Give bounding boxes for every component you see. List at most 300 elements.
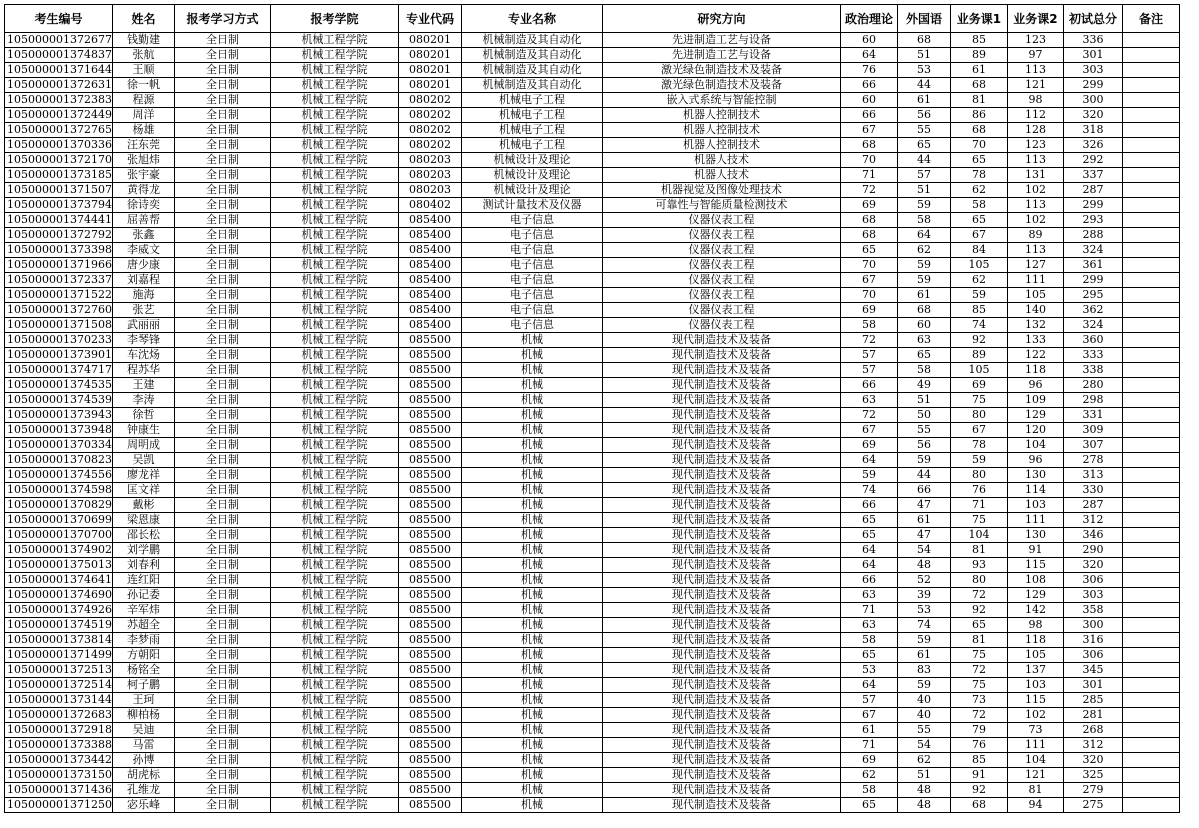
cell-subject-2: 140 bbox=[1007, 303, 1063, 318]
cell-candidate-id: 105000001374441 bbox=[5, 213, 113, 228]
cell-major-name: 机械 bbox=[461, 393, 602, 408]
table-row bbox=[5, 33, 1180, 48]
cell-subject-2: 131 bbox=[1007, 168, 1063, 183]
cell-candidate-id: 105000001372792 bbox=[5, 228, 113, 243]
header-row bbox=[5, 5, 1180, 33]
cell-college: 机械工程学院 bbox=[270, 693, 398, 708]
table-row bbox=[5, 348, 1180, 363]
cell-candidate-id: 105000001372383 bbox=[5, 93, 113, 108]
table-row bbox=[5, 363, 1180, 378]
cell-college: 机械工程学院 bbox=[270, 258, 398, 273]
cell-major-name: 机械 bbox=[461, 603, 602, 618]
cell-total-score: 345 bbox=[1063, 663, 1122, 678]
cell-research-direction: 机器视觉及图像处理技术 bbox=[602, 183, 840, 198]
cell-foreign-language: 62 bbox=[897, 243, 950, 258]
cell-candidate-id: 105000001372631 bbox=[5, 78, 113, 93]
cell-study-mode: 全日制 bbox=[174, 48, 270, 63]
cell-subject-1: 59 bbox=[950, 288, 1007, 303]
cell-subject-2: 109 bbox=[1007, 393, 1063, 408]
cell-study-mode: 全日制 bbox=[174, 33, 270, 48]
cell-politics: 66 bbox=[840, 108, 897, 123]
cell-subject-2: 108 bbox=[1007, 573, 1063, 588]
cell-politics: 64 bbox=[840, 453, 897, 468]
cell-foreign-language: 59 bbox=[897, 633, 950, 648]
cell-study-mode: 全日制 bbox=[174, 468, 270, 483]
cell-politics: 67 bbox=[840, 273, 897, 288]
cell-candidate-id: 105000001373185 bbox=[5, 168, 113, 183]
cell-candidate-id: 105000001372513 bbox=[5, 663, 113, 678]
table-row bbox=[5, 393, 1180, 408]
cell-college: 机械工程学院 bbox=[270, 363, 398, 378]
table-row bbox=[5, 258, 1180, 273]
cell-remarks bbox=[1122, 528, 1179, 543]
cell-politics: 62 bbox=[840, 768, 897, 783]
cell-study-mode: 全日制 bbox=[174, 138, 270, 153]
cell-major-code: 080402 bbox=[398, 198, 461, 213]
cell-subject-2: 120 bbox=[1007, 423, 1063, 438]
cell-study-mode: 全日制 bbox=[174, 558, 270, 573]
cell-politics: 57 bbox=[840, 363, 897, 378]
cell-subject-2: 129 bbox=[1007, 408, 1063, 423]
cell-major-name: 机械电子工程 bbox=[461, 123, 602, 138]
cell-subject-2: 73 bbox=[1007, 723, 1063, 738]
cell-subject-1: 92 bbox=[950, 333, 1007, 348]
cell-subject-2: 127 bbox=[1007, 258, 1063, 273]
cell-major-name: 电子信息 bbox=[461, 228, 602, 243]
cell-name: 汪东莞 bbox=[112, 138, 174, 153]
cell-name: 张鑫 bbox=[112, 228, 174, 243]
cell-college: 机械工程学院 bbox=[270, 468, 398, 483]
cell-research-direction: 现代制造技术及装备 bbox=[602, 333, 840, 348]
cell-name: 连红阳 bbox=[112, 573, 174, 588]
cell-college: 机械工程学院 bbox=[270, 393, 398, 408]
cell-remarks bbox=[1122, 408, 1179, 423]
cell-subject-1: 72 bbox=[950, 663, 1007, 678]
cell-foreign-language: 40 bbox=[897, 693, 950, 708]
cell-study-mode: 全日制 bbox=[174, 783, 270, 798]
table-row bbox=[5, 678, 1180, 693]
cell-subject-1: 80 bbox=[950, 573, 1007, 588]
table-row bbox=[5, 303, 1180, 318]
cell-major-code: 080202 bbox=[398, 108, 461, 123]
cell-college: 机械工程学院 bbox=[270, 483, 398, 498]
cell-college: 机械工程学院 bbox=[270, 213, 398, 228]
col-header-subject-1: 业务课1 bbox=[950, 5, 1007, 33]
cell-foreign-language: 44 bbox=[897, 153, 950, 168]
cell-research-direction: 嵌入式系统与智能控制 bbox=[602, 93, 840, 108]
cell-name: 程苏华 bbox=[112, 363, 174, 378]
cell-research-direction: 现代制造技术及装备 bbox=[602, 408, 840, 423]
cell-research-direction: 仪器仪表工程 bbox=[602, 288, 840, 303]
table-row bbox=[5, 288, 1180, 303]
table-body bbox=[5, 33, 1180, 813]
cell-candidate-id: 105000001372918 bbox=[5, 723, 113, 738]
table-row bbox=[5, 783, 1180, 798]
cell-subject-2: 142 bbox=[1007, 603, 1063, 618]
cell-subject-1: 65 bbox=[950, 213, 1007, 228]
cell-subject-1: 105 bbox=[950, 363, 1007, 378]
cell-politics: 66 bbox=[840, 573, 897, 588]
cell-remarks bbox=[1122, 78, 1179, 93]
cell-foreign-language: 65 bbox=[897, 138, 950, 153]
cell-study-mode: 全日制 bbox=[174, 288, 270, 303]
cell-foreign-language: 61 bbox=[897, 513, 950, 528]
cell-major-name: 机械 bbox=[461, 513, 602, 528]
cell-major-name: 机械 bbox=[461, 363, 602, 378]
cell-subject-1: 65 bbox=[950, 618, 1007, 633]
cell-remarks bbox=[1122, 318, 1179, 333]
cell-politics: 68 bbox=[840, 138, 897, 153]
cell-remarks bbox=[1122, 648, 1179, 663]
cell-major-name: 机械 bbox=[461, 783, 602, 798]
cell-total-score: 337 bbox=[1063, 168, 1122, 183]
cell-candidate-id: 105000001372170 bbox=[5, 153, 113, 168]
cell-major-name: 机械 bbox=[461, 708, 602, 723]
cell-subject-2: 111 bbox=[1007, 273, 1063, 288]
cell-major-code: 085500 bbox=[398, 378, 461, 393]
cell-candidate-id: 105000001373144 bbox=[5, 693, 113, 708]
cell-total-score: 293 bbox=[1063, 213, 1122, 228]
cell-name: 王顺 bbox=[112, 63, 174, 78]
cell-name: 李涛 bbox=[112, 393, 174, 408]
cell-college: 机械工程学院 bbox=[270, 183, 398, 198]
table-row bbox=[5, 558, 1180, 573]
cell-major-name: 机械 bbox=[461, 678, 602, 693]
cell-total-score: 306 bbox=[1063, 573, 1122, 588]
cell-foreign-language: 44 bbox=[897, 468, 950, 483]
cell-major-code: 080203 bbox=[398, 183, 461, 198]
cell-total-score: 333 bbox=[1063, 348, 1122, 363]
cell-subject-1: 68 bbox=[950, 798, 1007, 813]
cell-research-direction: 现代制造技术及装备 bbox=[602, 723, 840, 738]
cell-subject-2: 121 bbox=[1007, 78, 1063, 93]
cell-name: 周明成 bbox=[112, 438, 174, 453]
cell-total-score: 301 bbox=[1063, 48, 1122, 63]
cell-remarks bbox=[1122, 783, 1179, 798]
cell-major-name: 机械 bbox=[461, 633, 602, 648]
cell-foreign-language: 68 bbox=[897, 33, 950, 48]
cell-subject-2: 122 bbox=[1007, 348, 1063, 363]
cell-subject-1: 91 bbox=[950, 768, 1007, 783]
cell-college: 机械工程学院 bbox=[270, 138, 398, 153]
cell-total-score: 275 bbox=[1063, 798, 1122, 813]
cell-name: 胡虎标 bbox=[112, 768, 174, 783]
cell-total-score: 281 bbox=[1063, 708, 1122, 723]
cell-major-name: 机械设计及理论 bbox=[461, 183, 602, 198]
cell-study-mode: 全日制 bbox=[174, 378, 270, 393]
cell-total-score: 290 bbox=[1063, 543, 1122, 558]
cell-name: 吴凯 bbox=[112, 453, 174, 468]
cell-subject-1: 62 bbox=[950, 183, 1007, 198]
cell-total-score: 300 bbox=[1063, 93, 1122, 108]
cell-name: 梁恩康 bbox=[112, 513, 174, 528]
cell-subject-1: 76 bbox=[950, 738, 1007, 753]
cell-total-score: 300 bbox=[1063, 618, 1122, 633]
table-row bbox=[5, 408, 1180, 423]
cell-total-score: 307 bbox=[1063, 438, 1122, 453]
cell-research-direction: 现代制造技术及装备 bbox=[602, 573, 840, 588]
cell-politics: 74 bbox=[840, 483, 897, 498]
cell-subject-1: 81 bbox=[950, 93, 1007, 108]
cell-study-mode: 全日制 bbox=[174, 633, 270, 648]
cell-major-name: 机械 bbox=[461, 423, 602, 438]
cell-politics: 61 bbox=[840, 723, 897, 738]
cell-total-score: 338 bbox=[1063, 363, 1122, 378]
cell-subject-1: 89 bbox=[950, 48, 1007, 63]
cell-candidate-id: 105000001374717 bbox=[5, 363, 113, 378]
cell-remarks bbox=[1122, 378, 1179, 393]
cell-total-score: 320 bbox=[1063, 753, 1122, 768]
cell-college: 机械工程学院 bbox=[270, 453, 398, 468]
cell-remarks bbox=[1122, 123, 1179, 138]
cell-research-direction: 现代制造技术及装备 bbox=[602, 468, 840, 483]
cell-college: 机械工程学院 bbox=[270, 273, 398, 288]
cell-subject-1: 58 bbox=[950, 198, 1007, 213]
cell-research-direction: 现代制造技术及装备 bbox=[602, 498, 840, 513]
cell-college: 机械工程学院 bbox=[270, 648, 398, 663]
cell-foreign-language: 63 bbox=[897, 333, 950, 348]
cell-major-code: 085500 bbox=[398, 468, 461, 483]
cell-total-score: 298 bbox=[1063, 393, 1122, 408]
cell-subject-1: 70 bbox=[950, 138, 1007, 153]
cell-foreign-language: 53 bbox=[897, 603, 950, 618]
cell-research-direction: 现代制造技术及装备 bbox=[602, 393, 840, 408]
col-header-college: 报考学院 bbox=[270, 5, 398, 33]
cell-candidate-id: 105000001373398 bbox=[5, 243, 113, 258]
cell-research-direction: 先进制造工艺与设备 bbox=[602, 48, 840, 63]
cell-study-mode: 全日制 bbox=[174, 243, 270, 258]
cell-politics: 65 bbox=[840, 798, 897, 813]
cell-remarks bbox=[1122, 513, 1179, 528]
cell-name: 施海 bbox=[112, 288, 174, 303]
cell-college: 机械工程学院 bbox=[270, 318, 398, 333]
cell-major-name: 机械 bbox=[461, 483, 602, 498]
cell-foreign-language: 40 bbox=[897, 708, 950, 723]
cell-subject-2: 102 bbox=[1007, 183, 1063, 198]
cell-research-direction: 仪器仪表工程 bbox=[602, 303, 840, 318]
cell-subject-1: 85 bbox=[950, 33, 1007, 48]
cell-college: 机械工程学院 bbox=[270, 603, 398, 618]
cell-politics: 69 bbox=[840, 303, 897, 318]
cell-major-code: 085500 bbox=[398, 513, 461, 528]
cell-major-name: 机械 bbox=[461, 663, 602, 678]
cell-politics: 66 bbox=[840, 378, 897, 393]
cell-major-name: 机械 bbox=[461, 558, 602, 573]
cell-major-code: 085500 bbox=[398, 498, 461, 513]
cell-subject-1: 67 bbox=[950, 228, 1007, 243]
cell-research-direction: 现代制造技术及装备 bbox=[602, 453, 840, 468]
cell-candidate-id: 105000001372514 bbox=[5, 678, 113, 693]
cell-remarks bbox=[1122, 543, 1179, 558]
table-row bbox=[5, 453, 1180, 468]
cell-research-direction: 现代制造技术及装备 bbox=[602, 783, 840, 798]
cell-candidate-id: 105000001370700 bbox=[5, 528, 113, 543]
cell-major-name: 电子信息 bbox=[461, 303, 602, 318]
cell-remarks bbox=[1122, 228, 1179, 243]
cell-foreign-language: 54 bbox=[897, 738, 950, 753]
cell-major-code: 085500 bbox=[398, 423, 461, 438]
col-header-remarks: 备注 bbox=[1122, 5, 1179, 33]
cell-foreign-language: 62 bbox=[897, 753, 950, 768]
cell-major-code: 085500 bbox=[398, 408, 461, 423]
cell-foreign-language: 51 bbox=[897, 48, 950, 63]
cell-subject-2: 113 bbox=[1007, 63, 1063, 78]
cell-research-direction: 仪器仪表工程 bbox=[602, 273, 840, 288]
table-row bbox=[5, 798, 1180, 813]
cell-name: 武丽丽 bbox=[112, 318, 174, 333]
cell-total-score: 346 bbox=[1063, 528, 1122, 543]
cell-research-direction: 现代制造技术及装备 bbox=[602, 543, 840, 558]
cell-subject-2: 89 bbox=[1007, 228, 1063, 243]
cell-name: 徐诗奕 bbox=[112, 198, 174, 213]
cell-subject-1: 81 bbox=[950, 633, 1007, 648]
cell-study-mode: 全日制 bbox=[174, 543, 270, 558]
cell-major-name: 机械 bbox=[461, 468, 602, 483]
cell-major-name: 机械 bbox=[461, 438, 602, 453]
cell-politics: 60 bbox=[840, 93, 897, 108]
cell-candidate-id: 105000001373948 bbox=[5, 423, 113, 438]
cell-name: 宓乐峰 bbox=[112, 798, 174, 813]
cell-foreign-language: 39 bbox=[897, 588, 950, 603]
cell-research-direction: 现代制造技术及装备 bbox=[602, 588, 840, 603]
cell-college: 机械工程学院 bbox=[270, 753, 398, 768]
cell-major-code: 085500 bbox=[398, 648, 461, 663]
cell-study-mode: 全日制 bbox=[174, 183, 270, 198]
cell-subject-2: 113 bbox=[1007, 198, 1063, 213]
cell-major-name: 机械 bbox=[461, 528, 602, 543]
cell-major-code: 085500 bbox=[398, 783, 461, 798]
cell-name: 邵长松 bbox=[112, 528, 174, 543]
cell-study-mode: 全日制 bbox=[174, 213, 270, 228]
cell-college: 机械工程学院 bbox=[270, 588, 398, 603]
cell-research-direction: 现代制造技术及装备 bbox=[602, 768, 840, 783]
cell-foreign-language: 55 bbox=[897, 723, 950, 738]
col-header-study-mode: 报考学习方式 bbox=[174, 5, 270, 33]
cell-remarks bbox=[1122, 678, 1179, 693]
cell-study-mode: 全日制 bbox=[174, 723, 270, 738]
cell-research-direction: 现代制造技术及装备 bbox=[602, 348, 840, 363]
cell-name: 廖龙祥 bbox=[112, 468, 174, 483]
table-row bbox=[5, 438, 1180, 453]
cell-name: 吴迪 bbox=[112, 723, 174, 738]
cell-subject-1: 61 bbox=[950, 63, 1007, 78]
cell-politics: 67 bbox=[840, 708, 897, 723]
cell-candidate-id: 105000001371499 bbox=[5, 648, 113, 663]
cell-foreign-language: 47 bbox=[897, 528, 950, 543]
cell-subject-1: 75 bbox=[950, 513, 1007, 528]
cell-candidate-id: 105000001374690 bbox=[5, 588, 113, 603]
cell-name: 柳柏杨 bbox=[112, 708, 174, 723]
cell-major-code: 085500 bbox=[398, 558, 461, 573]
cell-subject-1: 85 bbox=[950, 303, 1007, 318]
cell-total-score: 278 bbox=[1063, 453, 1122, 468]
cell-college: 机械工程学院 bbox=[270, 33, 398, 48]
cell-name: 辛军炜 bbox=[112, 603, 174, 618]
cell-politics: 65 bbox=[840, 648, 897, 663]
cell-candidate-id: 105000001371507 bbox=[5, 183, 113, 198]
cell-remarks bbox=[1122, 63, 1179, 78]
cell-research-direction: 现代制造技术及装备 bbox=[602, 618, 840, 633]
cell-subject-2: 103 bbox=[1007, 498, 1063, 513]
cell-foreign-language: 59 bbox=[897, 273, 950, 288]
cell-candidate-id: 105000001374535 bbox=[5, 378, 113, 393]
cell-total-score: 312 bbox=[1063, 513, 1122, 528]
cell-candidate-id: 105000001374837 bbox=[5, 48, 113, 63]
cell-subject-2: 132 bbox=[1007, 318, 1063, 333]
cell-remarks bbox=[1122, 453, 1179, 468]
cell-politics: 67 bbox=[840, 423, 897, 438]
cell-major-name: 机械 bbox=[461, 573, 602, 588]
cell-name: 刘学鹏 bbox=[112, 543, 174, 558]
cell-subject-2: 114 bbox=[1007, 483, 1063, 498]
cell-total-score: 292 bbox=[1063, 153, 1122, 168]
cell-major-name: 机械设计及理论 bbox=[461, 168, 602, 183]
cell-total-score: 287 bbox=[1063, 498, 1122, 513]
cell-study-mode: 全日制 bbox=[174, 198, 270, 213]
table-row bbox=[5, 123, 1180, 138]
cell-total-score: 309 bbox=[1063, 423, 1122, 438]
cell-subject-2: 104 bbox=[1007, 438, 1063, 453]
cell-remarks bbox=[1122, 108, 1179, 123]
cell-candidate-id: 105000001370829 bbox=[5, 498, 113, 513]
cell-name: 苏超全 bbox=[112, 618, 174, 633]
cell-remarks bbox=[1122, 273, 1179, 288]
cell-foreign-language: 65 bbox=[897, 348, 950, 363]
table-row bbox=[5, 618, 1180, 633]
cell-remarks bbox=[1122, 633, 1179, 648]
cell-major-name: 机械 bbox=[461, 408, 602, 423]
cell-college: 机械工程学院 bbox=[270, 513, 398, 528]
cell-politics: 71 bbox=[840, 168, 897, 183]
cell-total-score: 316 bbox=[1063, 633, 1122, 648]
cell-total-score: 299 bbox=[1063, 273, 1122, 288]
cell-total-score: 324 bbox=[1063, 243, 1122, 258]
cell-major-name: 机械 bbox=[461, 693, 602, 708]
cell-college: 机械工程学院 bbox=[270, 93, 398, 108]
cell-study-mode: 全日制 bbox=[174, 108, 270, 123]
cell-research-direction: 可靠性与智能质量检测技术 bbox=[602, 198, 840, 213]
cell-research-direction: 仪器仪表工程 bbox=[602, 243, 840, 258]
cell-candidate-id: 105000001372677 bbox=[5, 33, 113, 48]
cell-research-direction: 机器人技术 bbox=[602, 153, 840, 168]
col-header-research-direction: 研究方向 bbox=[602, 5, 840, 33]
cell-name: 钟康生 bbox=[112, 423, 174, 438]
cell-major-code: 080202 bbox=[398, 123, 461, 138]
cell-subject-1: 59 bbox=[950, 453, 1007, 468]
cell-politics: 70 bbox=[840, 288, 897, 303]
cell-name: 唐少康 bbox=[112, 258, 174, 273]
cell-politics: 76 bbox=[840, 63, 897, 78]
col-header-major-name: 专业名称 bbox=[461, 5, 602, 33]
cell-study-mode: 全日制 bbox=[174, 78, 270, 93]
cell-research-direction: 现代制造技术及装备 bbox=[602, 483, 840, 498]
cell-research-direction: 现代制造技术及装备 bbox=[602, 603, 840, 618]
cell-subject-2: 123 bbox=[1007, 33, 1063, 48]
cell-major-name: 机械 bbox=[461, 723, 602, 738]
cell-research-direction: 现代制造技术及装备 bbox=[602, 753, 840, 768]
col-header-candidate-id: 考生编号 bbox=[5, 5, 113, 33]
col-header-foreign-language: 外国语 bbox=[897, 5, 950, 33]
cell-major-code: 085500 bbox=[398, 348, 461, 363]
cell-study-mode: 全日制 bbox=[174, 513, 270, 528]
cell-major-code: 080202 bbox=[398, 93, 461, 108]
cell-major-code: 085500 bbox=[398, 633, 461, 648]
cell-total-score: 303 bbox=[1063, 588, 1122, 603]
cell-research-direction: 现代制造技术及装备 bbox=[602, 663, 840, 678]
cell-politics: 70 bbox=[840, 258, 897, 273]
cell-foreign-language: 51 bbox=[897, 768, 950, 783]
cell-politics: 65 bbox=[840, 243, 897, 258]
